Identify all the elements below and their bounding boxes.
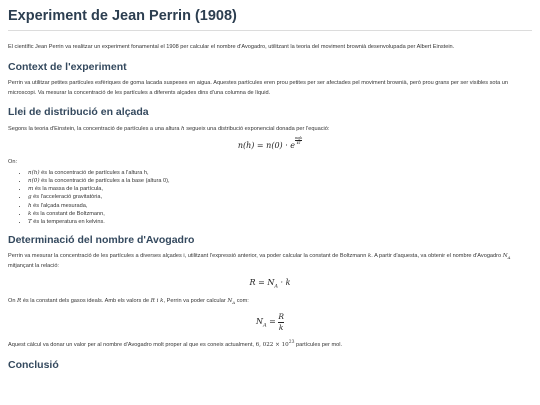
distribution-text-before: Segons la teoria d'Einstein, la concentració de partícules a una altura <box>8 126 180 133</box>
equation-lhs: n(h) = n(0) · e <box>237 140 296 150</box>
avogadro-paragraph-1: Perrin va mesurar la concentració de les partícules a diverses alçades i, utilitzant l'expressió anterior, va poder calcular la constant de Boltzmann k. A partir d'aquesta, va obtenir el nombre d'Avogadro $N_A$ mitjançant la relació: <box>8 253 511 270</box>
list-item: • T és la temperatura en kelvins. <box>28 218 532 226</box>
context-paragraph: Perrin va utilitzar petites partícules esfèriques de goma lacada suspeses en aigua. Aquestes partícules eren prou petites per ser afectades pel moviment brownià, però prou grans per ser visibles sota un microscopi. Va mesurar la concentració de les partícules a diferents alçades dins d'una columna de líquid. <box>8 80 508 96</box>
exponent-denominator: kT <box>296 140 301 145</box>
equation-distribution <box>8 135 532 150</box>
list-item: • k és la constant de Boltzmann, <box>28 210 532 218</box>
var-R-and-k-inline: R i k <box>150 298 164 305</box>
var-h-inline: h <box>181 126 185 133</box>
equation-avogadro-relation: $R = N_A \cdot k$ <box>249 277 291 290</box>
avogadro-paragraph-2: On R és la constant dels gasos ideals. Amb els valors de R i k, Perrin va poder calcular $N_A$ com: <box>8 298 249 306</box>
on-label: On: <box>8 158 18 165</box>
list-item: • n(0) és la concentració de partícules a la base (altura 0), <box>28 177 532 185</box>
section-heading-distribution: Llei de distribució en alçada <box>8 106 149 119</box>
intro-paragraph: El científic Jean Perrin va realitzar un experiment fonamental el 1908 per calcular el nombre d'Avogadro, utilitzant la teoria del moviment brownià desenvolupada per Albert Einstein. <box>8 44 455 51</box>
page-title: Experiment de Jean Perrin (1908) <box>8 8 532 31</box>
section-heading-context: Context de l'experiment <box>8 60 127 73</box>
variables-list <box>8 169 532 226</box>
var-R-inline: R <box>17 298 22 305</box>
exponent-numerator: mgh <box>295 135 303 140</box>
var-k-inline: k <box>367 253 372 260</box>
var-NA-inline: $N_A$ <box>502 253 511 261</box>
fraction-R-over-k: $\frac{R}{k}$ <box>278 312 285 332</box>
avogadro-paragraph-3: Aquest càlcul va donar un valor per al nombre d'Avogadro molt proper al que es coneix actualment, 6, $022 \times 10^{23}$ partícules per mol. <box>8 340 343 349</box>
list-item: • g és l'acceleració gravitatòria, <box>28 193 532 201</box>
list-item: • h és l'alçada mesurada, <box>28 202 532 210</box>
list-item: • m és la massa de la partícula, <box>28 185 532 193</box>
equation-avogadro-fraction: $N_A$ = $\frac{R}{k}$ <box>255 312 285 332</box>
section-heading-avogadro: Determinació del nombre d'Avogadro <box>8 233 195 246</box>
distribution-paragraph <box>8 125 532 135</box>
distribution-text-after: segueix una distribució exponencial donada per l'equació: <box>186 126 330 133</box>
list-item: • n(h) és la concentració de partícules a l'altura h, <box>28 169 532 177</box>
avogadro-value: 6, $022 \times 10^{23}$ <box>255 340 295 349</box>
section-heading-conclusion: Conclusió <box>8 358 59 371</box>
equation-exponent <box>295 137 302 145</box>
